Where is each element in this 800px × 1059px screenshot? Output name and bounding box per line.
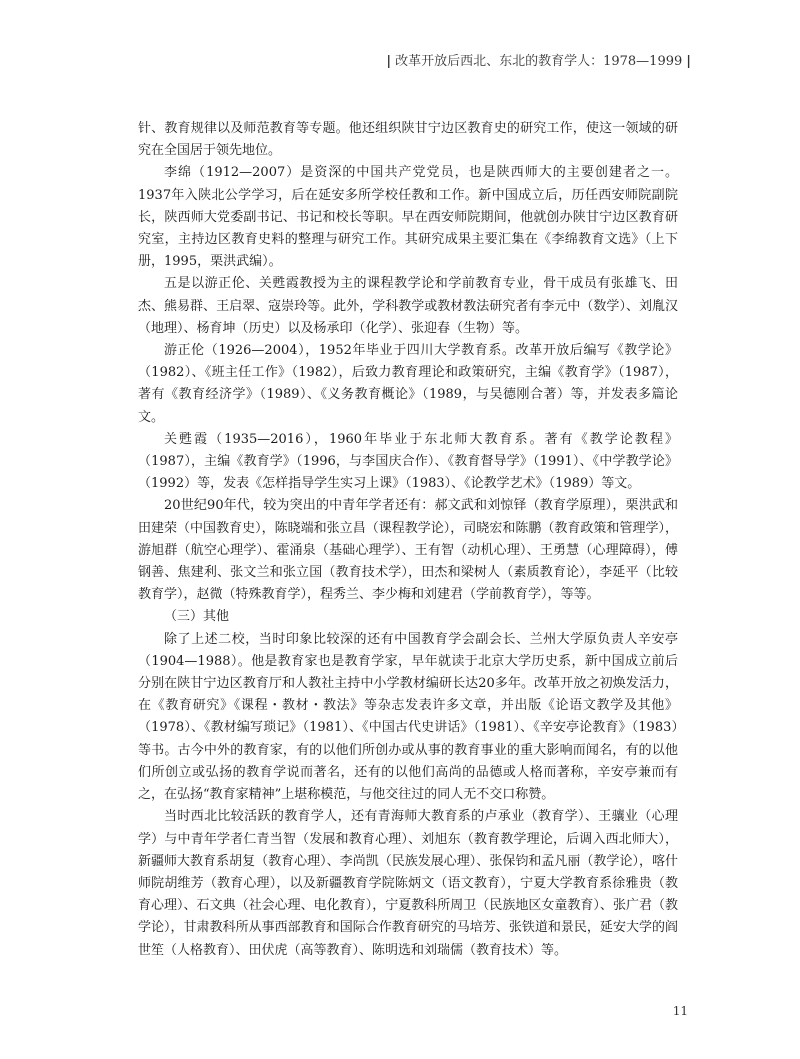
header-title: 改革开放后西北、东北的教育学人：1978—1999 bbox=[395, 54, 683, 69]
paragraph-continuation: 针、教育规律以及师范教育等专题。他还组织陕甘宁边区教育史的研究工作，使这一领域的研究在全国居于领先地位。 bbox=[138, 121, 678, 159]
paragraph-xin-anting: 除了上述二校，当时印象比较深的还有中国教育学会副会长、兰州大学原负责人辛安亭（1904—1988）。他是教育家也是教育学家，早年就读于北京大学历史系，新中国成立前后分别在陕甘宁边区教育厅和人教社主持中小学教材编研长达20多年。改革开放之初焕发活力，在《教育研究》《课程・教材・教法》等杂志发表许多文章，并出版《论语文教学及其他》（1978）、《教材编写琐记》（1981）、《中国古代史讲话》（1981）、《辛安亭论教育》（1983）等书。古今中外的教育家，有的以他们所创办或从事的教育事业的重大影响而闻名，有的以他们所创立或弘扬的教育学说而著名，还有的以他们高尚的品德或人格而著称，辛安亭兼而有之，在弘扬“教育家精神”上堪称模范，与他交往过的同人无不交口称赞。 bbox=[138, 631, 678, 803]
running-header bbox=[382, 50, 695, 69]
page-body bbox=[138, 118, 678, 962]
paragraph-curriculum-team: 五是以游正伦、关甦霞教授为主的课程教学论和学前教育专业，骨干成员有张雄飞、田杰、熊易群、王启翠、寇崇玲等。此外，学科教学或教材教法研究者有李元中（数学）、刘胤汉（地理）、杨育坤（历史）以及杨承印（化学）、张迎春（生物）等。 bbox=[138, 276, 678, 336]
paragraph-li-mian: 李绵（1912—2007）是资深的中国共产党党员，也是陕西师大的主要创建者之一。1937年入陕北公学学习，后在延安多所学校任教和工作。新中国成立后，历任西安师院副院长，陕西师大党委副书记、书记和校长等职。早在西安师院期间，他就创办陕甘宁边区教育研究室，主持边区教育史料的整理与研究工作。其研究成果主要汇集在《李绵教育文选》（上下册，1995，栗洪武编）。 bbox=[138, 165, 678, 270]
header-bar-right: | bbox=[686, 54, 691, 69]
paragraph-young-scholars: 20世纪90年代，较为突出的中青年学者还有：郝文武和刘惊铎（教育学原理），栗洪武和田建荣（中国教育史），陈晓端和张立昌（课程教学论），司晓宏和陈鹏（教育政策和管理学），游旭群（航空心理学）、霍涌泉（基础心理学）、王有智（动机心理）、王勇慧（心理障碍），傅钢善、焦建利、张文兰和张立国（教育技术学），田杰和梁树人（素质教育论），李延平（比较教育学），赵微（特殊教育学），程秀兰、李少梅和刘建君（学前教育学），等等。 bbox=[138, 498, 678, 603]
paragraph-guan-suxia: 关甦霞（1935—2016），1960年毕业于东北师大教育系。著有《教学论教程》（1987），主编《教育学》（1996，与李国庆合作）、《教育督导学》（1991）、《中学教学论》（1992）等，发表《怎样指导学生实习上课》（1983）、《论教学艺术》（1989）等文。 bbox=[138, 431, 678, 492]
page-number: 11 bbox=[672, 1004, 688, 1018]
paragraph-northwest-scholars: 当时西北比较活跃的教育学人，还有青海师大教育系的卢承业（教育学）、王骧业（心理学）与中青年学者仁青当智（发展和教育心理）、刘旭东（教育教学理论，后调入西北师大），新疆师大教育系胡复（教育心理）、李尚凯（民族发展心理）、张保钧和孟凡丽（教学论），喀什师院胡维芳（教育心理），以及新疆教育学院陈炳文（语文教育），宁夏大学教育系徐雅贵（教育心理）、石文典（社会心理、电化教育），宁夏教科所周卫（民族地区女童教育）、张广君（教学论），甘肃教科所从事西部教育和国际合作教育研究的马培芳、张铁道和景民，延安大学的阎世笙（人格教育）、田伏虎（高等教育）、陈明选和刘瑞儒（教育技术）等。 bbox=[138, 809, 678, 958]
header-bar-left: | bbox=[386, 54, 392, 69]
paragraph-you-zhenglun: 游正伦（1926—2004），1952年毕业于四川大学教育系。改革开放后编写《教学论》（1982）、《班主任工作》（1982），后致力教育理论和政策研究，主编《教育学》（1987），著有《教育经济学》（1989）、《义务教育概论》（1989，与吴德刚合著）等，并发表多篇论文。 bbox=[138, 343, 678, 425]
section-heading-others: （三）其他 bbox=[164, 609, 230, 625]
